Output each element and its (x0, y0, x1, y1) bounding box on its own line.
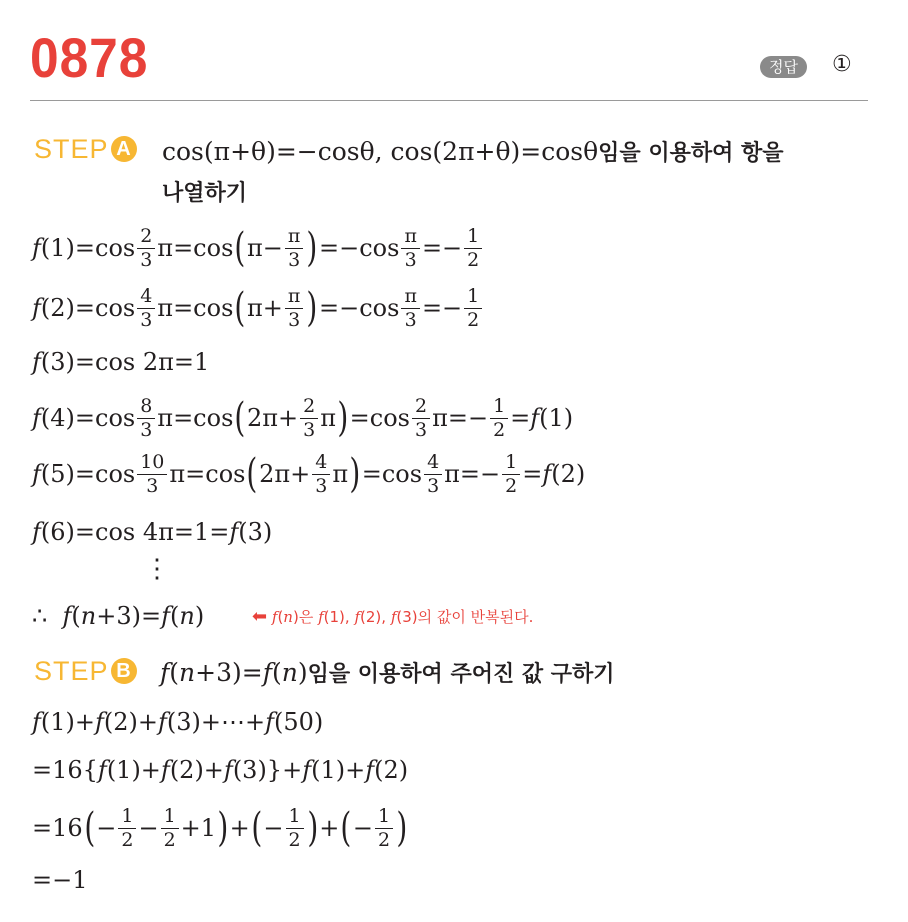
step-a-label: STEP (34, 134, 109, 164)
step-a-badge: A (111, 136, 137, 162)
step-b-title-text: 임을 이용하여 주어진 값 구하기 (307, 662, 615, 687)
equation-f1: f(1)=cos $\frac{2}{3}$ π=cos ( π− $\frac{\pi}{3}$ ) =−cos $\frac{\pi}{3}$ =− $\frac{1}{2}$ (32, 220, 484, 276)
equation-f3: f(3)=cos 2π=1 (32, 348, 210, 376)
step-b-title (160, 657, 615, 688)
final-answer (32, 852, 88, 908)
equation-f5: f(5)=cos $\frac{10}{3}$ π=cos ( 2π+ $\frac{4}{3}$ π ) =cos $\frac{4}{3}$ π=− $\frac{1}{2}$ =f(2) (32, 450, 586, 497)
header-divider (30, 100, 868, 101)
step-b-label: STEP (34, 656, 109, 686)
step-a-title-text: 임을 이용하여 항을 (598, 141, 784, 166)
step-a-title-line2-text: 나열하기 (162, 181, 248, 206)
answer-value: ① (832, 52, 852, 77)
answer-badge: 정답 (760, 56, 807, 78)
sum-step-2: =16 ( − $\frac{1}{2}$ − $\frac{1}{2}$ +1 ) + ( − $\frac{1}{2}$ ) + ( − $\frac{1}{2}$ ) (32, 804, 408, 851)
step-a-title-line2 (162, 176, 247, 207)
step-b-badge: B (111, 658, 137, 684)
equation-f6: f(6)=cos 4π=1=f(3) (32, 518, 273, 546)
sum-expression: f(1)+f(2)+f(3)+⋯+f(50) (32, 708, 324, 736)
problem-number: 0878 (30, 26, 149, 89)
vertical-ellipsis: ⋮ (144, 554, 170, 584)
step-a-heading (34, 134, 137, 165)
conclusion: ∴ f(n+3)=f(n) (32, 602, 205, 630)
left-arrow-icon: ⬅ (252, 606, 268, 627)
note-text: f(n)은 f(1), f(2), f(3)의 값이 반복된다. (271, 608, 534, 626)
step-b-heading (34, 656, 137, 687)
step-a-title-math: cos(π+θ)=−cosθ, cos(2π+θ)=cosθ (162, 137, 599, 166)
sum-step-1: =16{f(1)+f(2)+f(3)}+f(1)+f(2) (32, 756, 409, 784)
equation-f2: f(2)=cos $\frac{4}{3}$ π=cos ( π+ $\frac{\pi}{3}$ ) =−cos $\frac{\pi}{3}$ =− $\frac{1}{2}$ (32, 280, 484, 336)
step-b-title-math: f(n+3)=f(n) (160, 658, 308, 687)
equation-f4: f(4)=cos $\frac{8}{3}$ π=cos ( 2π+ $\frac{2}{3}$ π ) =cos $\frac{2}{3}$ π=− $\frac{1}{2}$ =f(1) (32, 394, 574, 441)
final-answer-text: =−1 (32, 866, 88, 894)
note (252, 606, 533, 627)
step-a-title (162, 136, 784, 167)
